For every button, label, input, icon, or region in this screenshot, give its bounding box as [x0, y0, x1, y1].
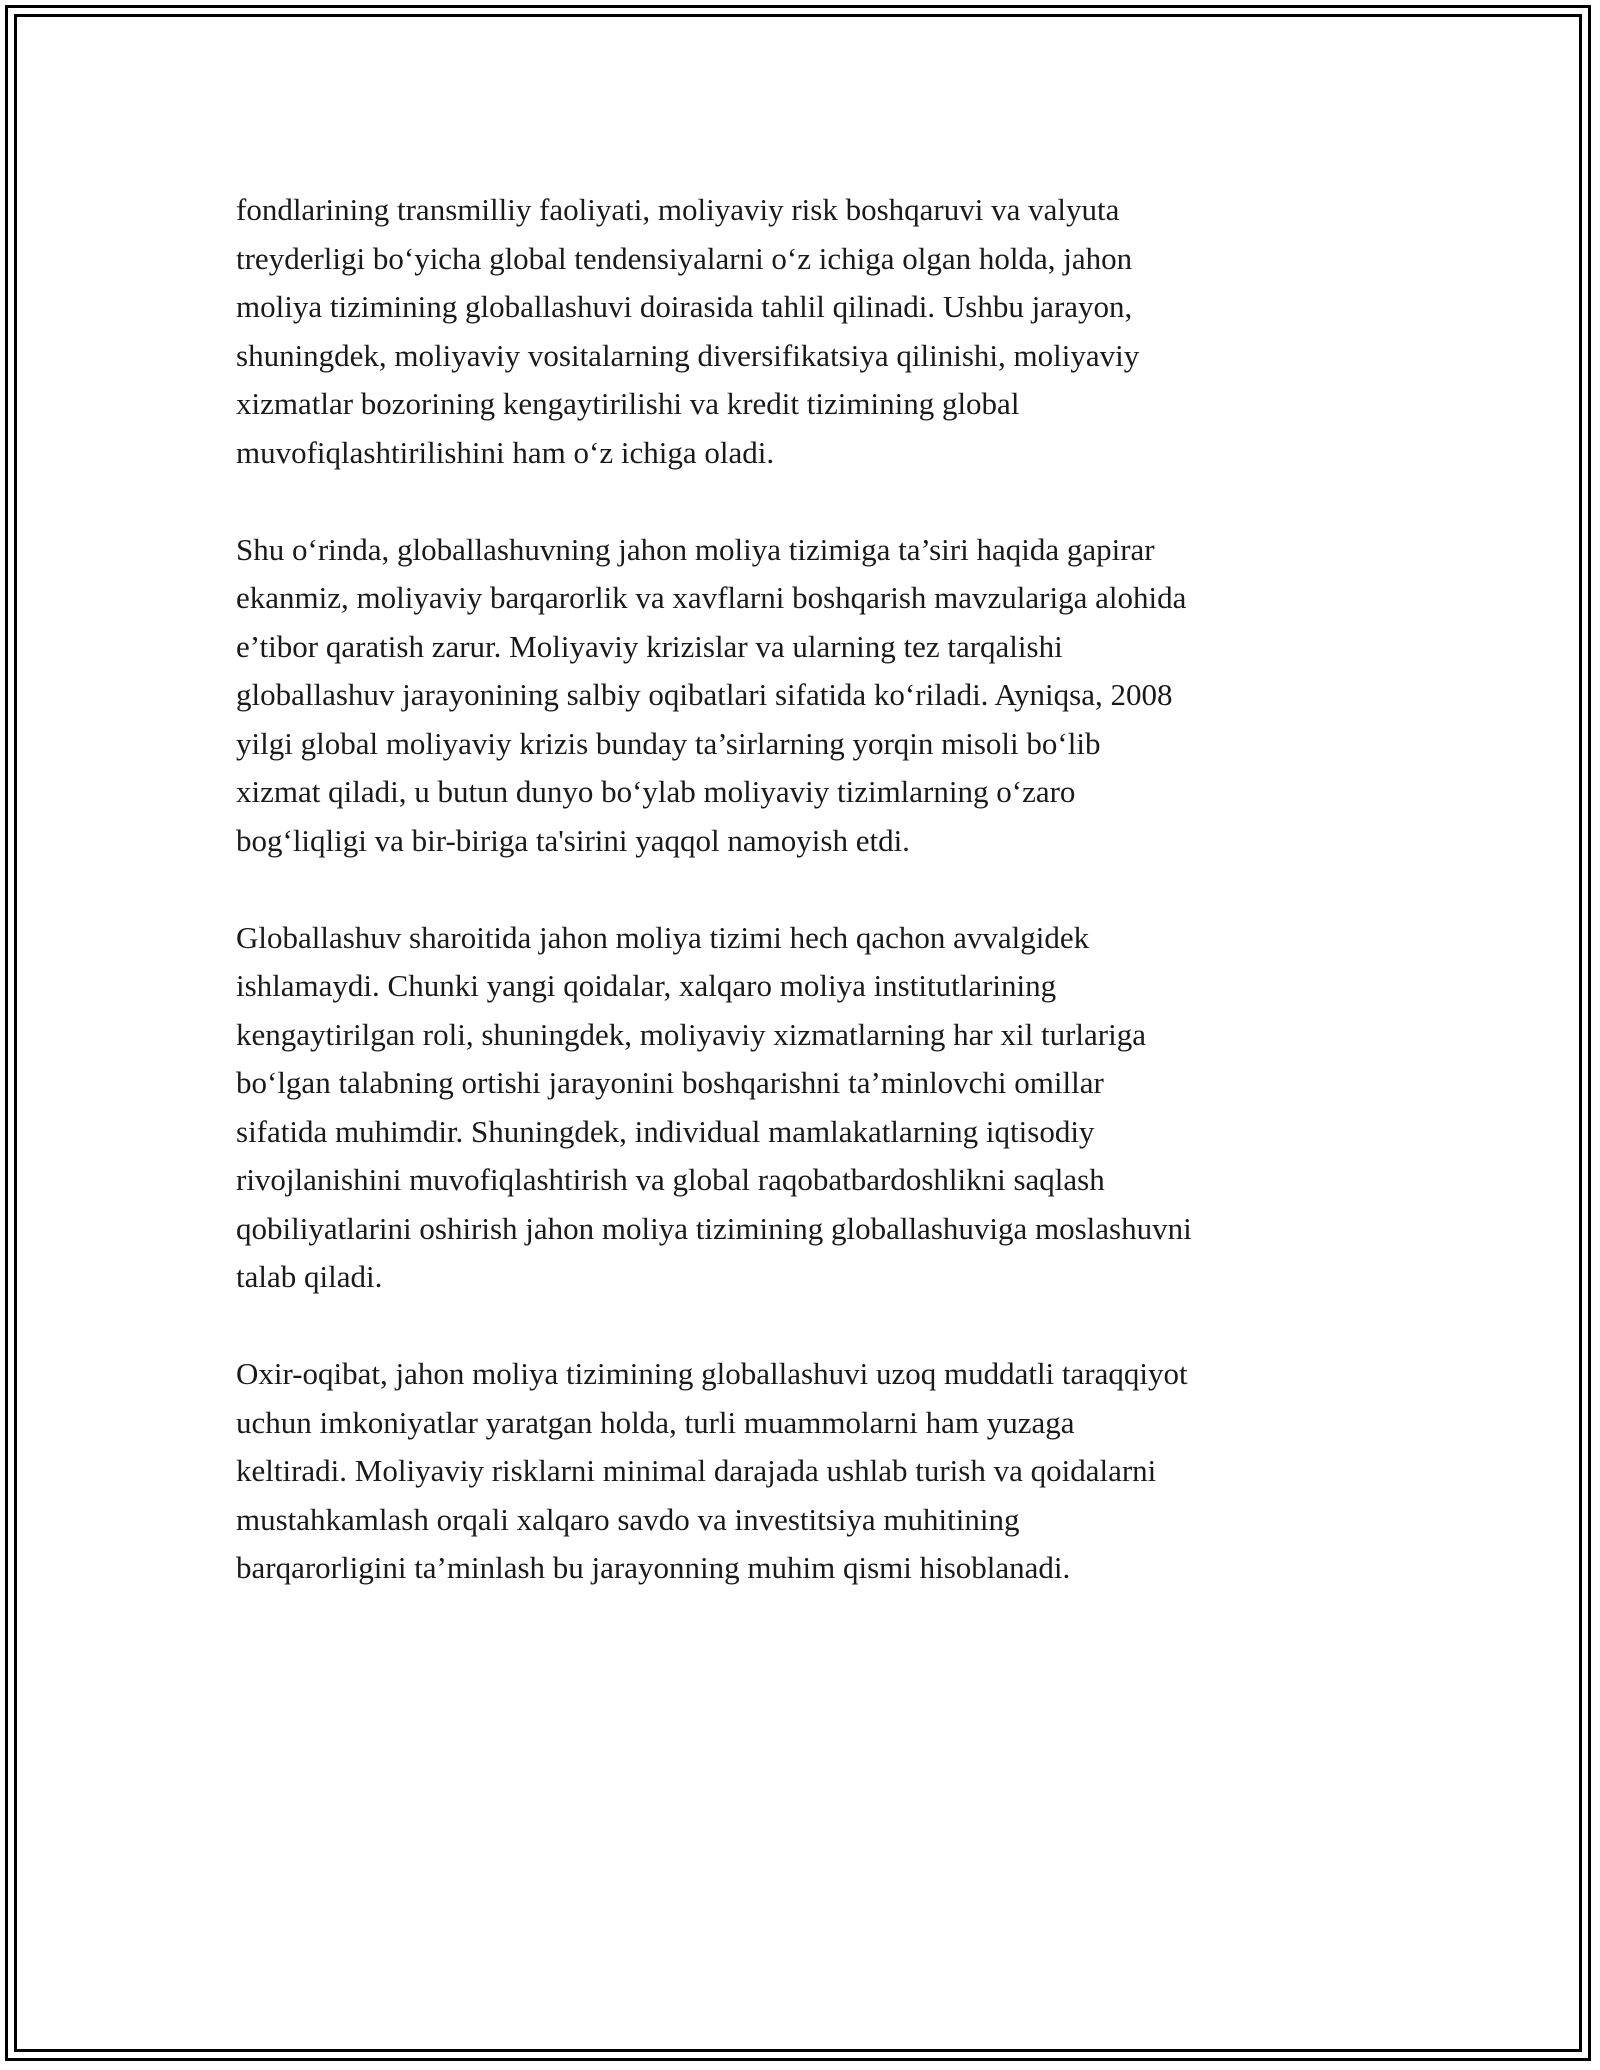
- text-line: xizmat qiladi, u butun dunyo bo‘ylab moliyaviy tizimlarning o‘zaro: [236, 774, 1076, 809]
- text-line: fondlarining transmilliy faoliyati, moliyaviy risk boshqaruvi va valyuta: [236, 192, 1120, 227]
- text-line: Oxir-oqibat, jahon moliya tizimining globallashuvi uzoq muddatli taraqqiyot: [236, 1356, 1188, 1391]
- text-line: treyderligi bo‘yicha global tendensiyalarni o‘z ichiga olgan holda, jahon: [236, 240, 1133, 276]
- text-line: yilgi global moliyaviy krizis bunday ta’sirlarning yorqin misoli bo‘lib: [236, 725, 1101, 761]
- paragraph-4: [236, 1350, 1386, 1593]
- text-line: sifatida muhimdir. Shuningdek, individual mamlakatlarning iqtisodiy: [236, 1113, 1095, 1149]
- text-line: mustahkamlash orqali xalqaro savdo va investitsiya muhitining: [236, 1501, 1020, 1537]
- text-line: globallashuv jarayonining salbiy oqibatlari sifatida ko‘riladi. Ayniqsa, 2008: [236, 677, 1173, 712]
- text-line: e’tibor qaratish zarur. Moliyaviy krizislar va ularning tez tarqalishi: [236, 628, 1063, 664]
- text-line: talab qiladi.: [236, 1259, 383, 1294]
- text-line: rivojlanishini muvofiqlashtirish va global raqobatbardoshlikni saqlash: [236, 1162, 1105, 1197]
- paragraph-3: [236, 914, 1386, 1302]
- text-line: shuningdek, moliyaviy vositalarning diversifikatsiya qilinishi, moliyaviy: [236, 337, 1140, 373]
- text-line: bog‘liqligi va bir-biriga ta'sirini yaqqol namoyish etdi.: [236, 822, 910, 858]
- text-line: ishlamaydi. Chunki yangi qoidalar, xalqaro moliya institutlarining: [236, 968, 1057, 1003]
- text-line: muvofiqlashtirilishini ham o‘z ichiga oladi.: [236, 434, 775, 470]
- text-line: uchun imkoniyatlar yaratgan holda, turli muammolarni ham yuzaga: [236, 1404, 1075, 1440]
- text-line: moliya tizimining globallashuvi doirasida tahlil qilinadi. Ushbu jarayon,: [236, 289, 1133, 324]
- text-line: bo‘lgan talabning ortishi jarayonini boshqarishni ta’minlovchi omillar: [236, 1065, 1104, 1100]
- text-line: ekanmiz, moliyaviy barqarorlik va xavflarni boshqarish mavzulariga alohida: [236, 580, 1187, 615]
- document-body: [236, 186, 1386, 1641]
- text-line: barqarorligini ta’minlash bu jarayonning muhim qismi hisoblanadi.: [236, 1550, 1071, 1585]
- text-line: xizmatlar bozorining kengaytirilishi va kredit tizimining global: [236, 386, 1020, 421]
- text-line: Shu o‘rinda, globallashuvning jahon moliya tizimiga ta’siri haqida gapirar: [236, 531, 1155, 567]
- text-line: qobiliyatlarini oshirish jahon moliya tizimining globallashuviga moslashuvni: [236, 1210, 1192, 1246]
- paragraph-1: [236, 186, 1386, 477]
- text-line: keltiradi. Moliyaviy risklarni minimal darajada ushlab turish va qoidalarni: [236, 1453, 1157, 1488]
- text-line: kengaytirilgan roli, shuningdek, moliyaviy xizmatlarning har xil turlariga: [236, 1016, 1146, 1052]
- paragraph-2: [236, 526, 1386, 866]
- text-line: Globallashuv sharoitida jahon moliya tizimi hech qachon avvalgidek: [236, 919, 1090, 955]
